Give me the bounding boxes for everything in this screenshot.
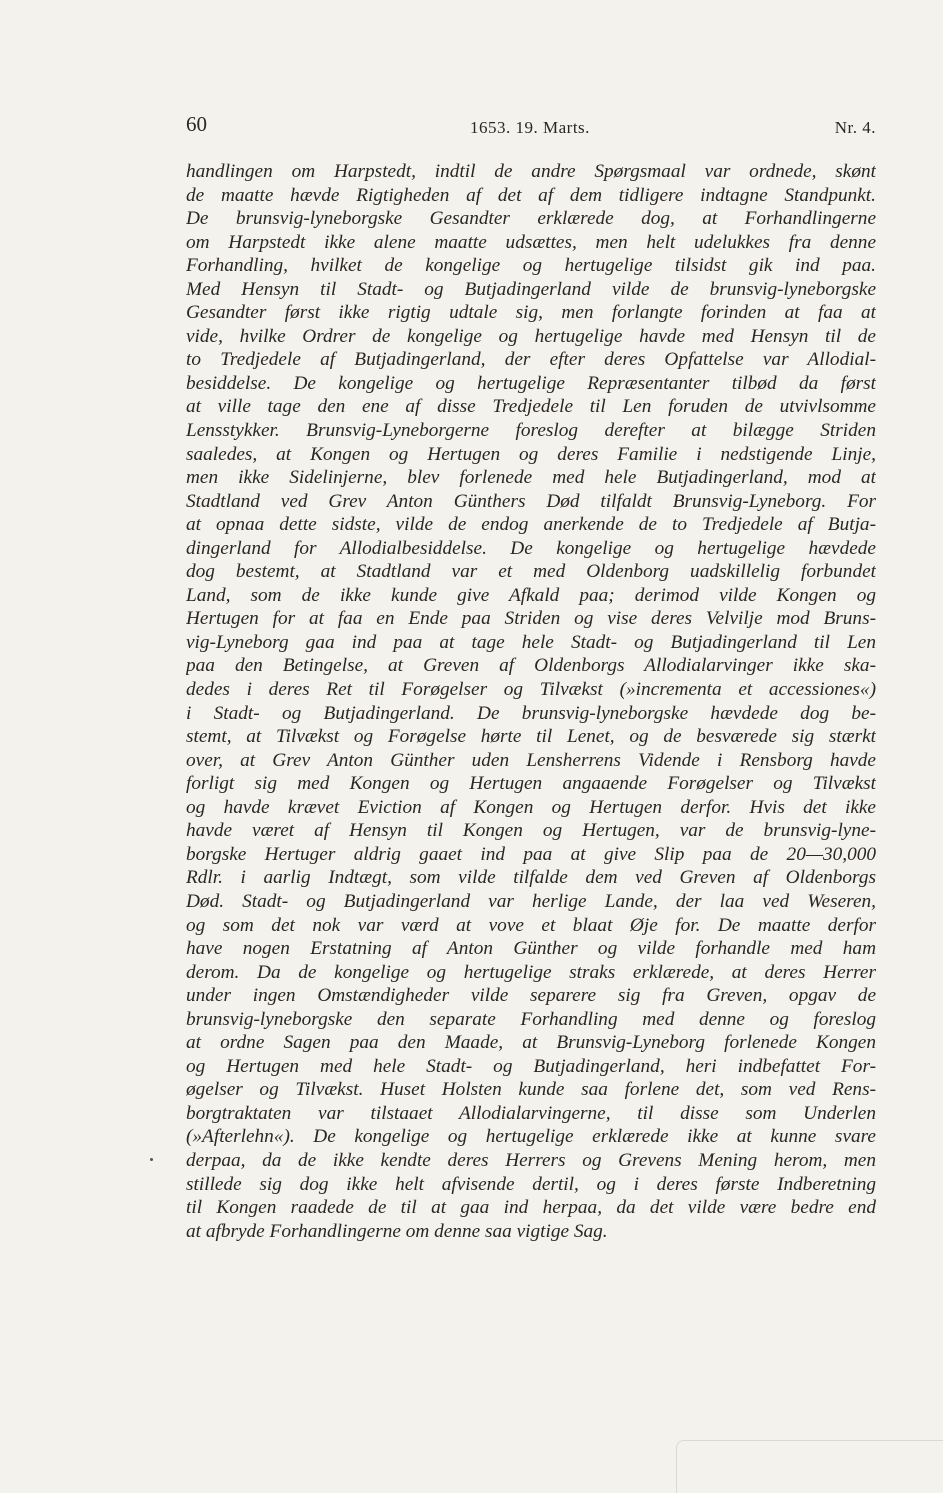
text-line: til Kongen raadede de til at gaa ind herpaa, da det vilde være bedre end — [186, 1197, 876, 1219]
document-number: Nr. 4. — [834, 118, 876, 137]
text-line: og som det nok var værd at vove et blaat Øje for. De maatte derfor — [186, 914, 876, 936]
text-line: at ordne Sagen paa den Maade, at Brunsvig-Lyneborg forlenede Kongen — [186, 1032, 876, 1054]
text-line: have nogen Erstatning af Anton Günther og vilde forhandle med ham — [186, 938, 876, 960]
text-line: og Hertugen med hele Stadt- og Butjadingerland, heri indbefattet For- — [186, 1055, 876, 1077]
page-number: 60 — [186, 112, 207, 136]
text-line: vide, hvilke Ordrer de kongelige og hertugelige havde med Hensyn til de — [186, 325, 876, 347]
text-line: Gesandter først ikke rigtig udtale sig, men forlangte forinden at faa at — [186, 302, 876, 324]
text-line: Med Hensyn til Stadt- og Butjadingerland vilde de brunsvig-lyneborgske — [186, 278, 876, 300]
text-line: forligt sig med Kongen og Hertugen angaaende Forøgelser og Tilvækst — [186, 773, 876, 795]
text-line: at opnaa dette sidste, vilde de endog anerkende de to Tredjedele af Butja- — [186, 514, 876, 536]
text-line: om Harpstedt ikke alene maatte udsættes, men helt udelukkes fra denne — [186, 231, 876, 253]
text-line: og havde krævet Eviction af Kongen og Hertugen derfor. Hvis det ikke — [186, 796, 876, 818]
text-line: at afbryde Forhandlingerne om denne saa vigtige Sag. — [186, 1220, 608, 1242]
text-line: saaledes, at Kongen og Hertugen og deres Familie i nedstigende Linje, — [186, 443, 876, 465]
margin-mark — [150, 1158, 153, 1161]
text-line: handlingen om Harpstedt, indtil de andre Spørgsmaal var ordnede, skønt — [186, 161, 876, 182]
text-line: borgtraktaten var tilstaaet Allodialarvingerne, til disse som Underlen — [186, 1102, 876, 1124]
text-line: Lensstykker. Brunsvig-Lyneborgerne foreslog derefter at bilægge Striden — [186, 420, 876, 442]
text-line: paa den Betingelse, at Greven af Oldenborgs Allodialarvinger ikke ska- — [186, 655, 876, 677]
text-line: Land, som de ikke kunde give Afkald paa; derimod vilde Kongen og — [186, 584, 876, 606]
text-line: dedes i deres Ret til Forøgelser og Tilvækst (»incrementa et accessiones«) — [186, 679, 876, 701]
text-line: i Stadt- og Butjadingerland. De brunsvig-lyneborgske hævdede dog be- — [186, 702, 876, 724]
body-text — [186, 160, 876, 1243]
text-line: besiddelse. De kongelige og hertugelige Repræsentanter tilbød da først — [186, 372, 876, 394]
text-line: to Tredjedele af Butjadingerland, der efter deres Opfattelse var Allodial- — [186, 349, 876, 371]
text-line: havde været af Hensyn til Kongen og Hertugen, var de brunsvig-lyne- — [186, 820, 876, 842]
text-line: øgelser og Tilvækst. Huset Holsten kunde saa forlene det, som ved Rens- — [186, 1079, 876, 1101]
text-line: stemt, at Tilvækst og Forøgelse hørte til Lenet, og de besværede sig stærkt — [186, 726, 876, 748]
text-line: derpaa, da de ikke kendte deres Herrers og Grevens Mening herom, men — [186, 1149, 876, 1171]
text-line: stillede sig dog ikke helt afvisende dertil, og i deres første Indberetning — [186, 1173, 876, 1195]
text-line: Stadtland ved Grev Anton Günthers Død tilfaldt Brunsvig-Lyneborg. For — [186, 490, 876, 512]
text-line: at ville tage den ene af disse Tredjedele til Len foruden de utvivlsomme — [186, 396, 876, 418]
text-line: de maatte hævde Rigtigheden af det af dem tidligere indtagne Standpunkt. — [186, 184, 876, 206]
header-date: 1653. 19. Marts. — [470, 118, 590, 137]
page-edge-shadow — [676, 1440, 943, 1493]
text-line: over, at Grev Anton Günther uden Lensherrens Vidende i Rensborg havde — [186, 749, 876, 771]
text-line: Hertugen for at faa en Ende paa Striden og vise deres Velvilje mod Bruns- — [186, 608, 876, 630]
text-line: vig-Lyneborg gaa ind paa at tage hele Stadt- og Butjadingerland til Len — [186, 631, 876, 653]
text-line: De brunsvig-lyneborgske Gesandter erklærede dog, at Forhandlingerne — [186, 208, 876, 230]
text-line: (»Afterlehn«). De kongelige og hertugelige erklærede ikke at kunne svare — [186, 1126, 876, 1148]
text-line: brunsvig-lyneborgske den separate Forhandling med denne og foreslog — [186, 1008, 876, 1030]
text-line: borgske Hertuger aldrig gaaet ind paa at give Slip paa de 20—30,000 — [186, 843, 876, 865]
text-line: Forhandling, hvilket de kongelige og hertugelige tilsidst gik ind paa. — [186, 255, 876, 277]
text-line: under ingen Omstændigheder vilde separere sig fra Greven, opgav de — [186, 985, 876, 1007]
page-header — [186, 112, 876, 142]
text-line: dingerland for Allodialbesiddelse. De kongelige og hertugelige hævdede — [186, 537, 876, 559]
text-line: derom. Da de kongelige og hertugelige straks erklærede, at deres Herrer — [186, 961, 876, 983]
text-line: men ikke Sidelinjerne, blev forlenede med hele Butjadingerland, mod at — [186, 467, 876, 489]
text-line: Rdlr. i aarlig Indtægt, som vilde tilfalde dem ved Greven af Oldenborgs — [186, 867, 876, 889]
text-line: Død. Stadt- og Butjadingerland var herlige Lande, der laa ved Weseren, — [186, 890, 876, 912]
text-line: dog bestemt, at Stadtland var et med Oldenborg uadskillelig forbundet — [186, 561, 876, 583]
